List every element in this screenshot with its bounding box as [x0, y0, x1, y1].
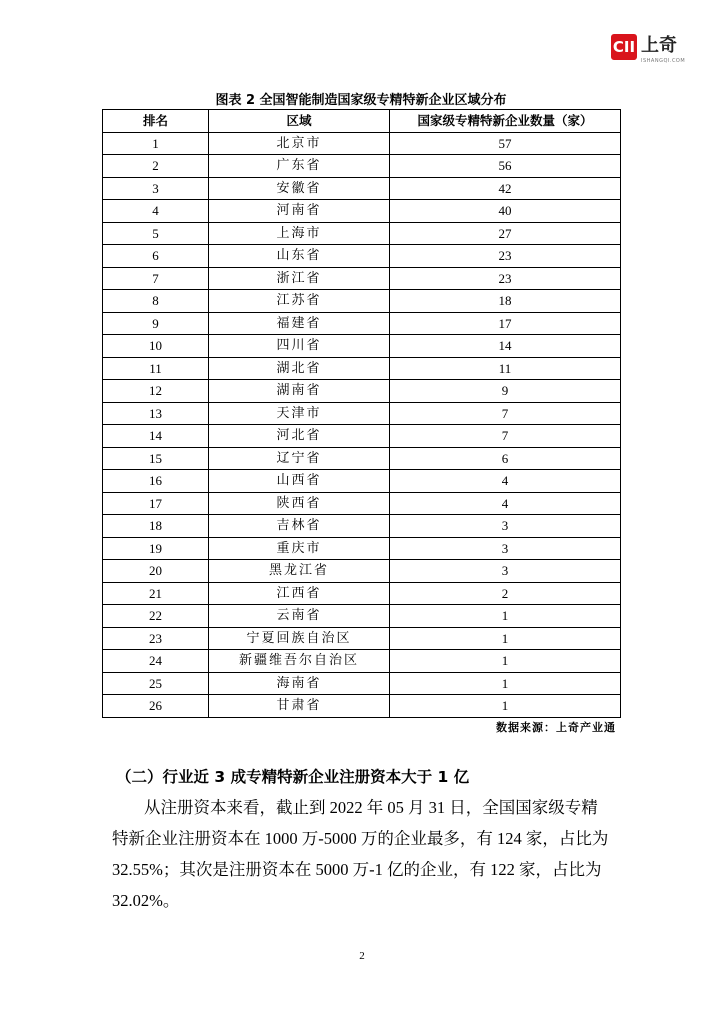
table-row	[103, 515, 621, 538]
table-row	[103, 177, 621, 200]
table-row	[103, 447, 621, 470]
count-cell: 1	[390, 627, 621, 650]
table-row	[103, 627, 621, 650]
rank-cell: 3	[103, 177, 209, 200]
table-row	[103, 132, 621, 155]
count-cell: 2	[390, 582, 621, 605]
region-cell: 河南省	[209, 200, 390, 223]
region-cell: 山西省	[209, 470, 390, 493]
table-row	[103, 155, 621, 178]
count-cell: 42	[390, 177, 621, 200]
table-row	[103, 672, 621, 695]
rank-cell: 10	[103, 335, 209, 358]
table-row	[103, 402, 621, 425]
count-cell: 56	[390, 155, 621, 178]
table-row	[103, 290, 621, 313]
region-cell: 福建省	[209, 312, 390, 335]
region-cell: 辽宁省	[209, 447, 390, 470]
rank-cell: 14	[103, 425, 209, 448]
region-cell: 新疆维吾尔自治区	[209, 650, 390, 673]
rank-cell: 18	[103, 515, 209, 538]
table-row	[103, 425, 621, 448]
count-cell: 7	[390, 425, 621, 448]
rank-cell: 15	[103, 447, 209, 470]
rank-cell: 24	[103, 650, 209, 673]
table-header-row	[103, 110, 621, 133]
rank-cell: 21	[103, 582, 209, 605]
table-row	[103, 335, 621, 358]
table-caption: 图表 2 全国智能制造国家级专精特新企业区域分布	[215, 93, 507, 108]
count-cell: 40	[390, 200, 621, 223]
rank-cell: 9	[103, 312, 209, 335]
region-cell: 天津市	[209, 402, 390, 425]
count-cell: 23	[390, 245, 621, 268]
section-heading: （二）行业近 3 成专精特新企业注册资本大于 1 亿	[116, 768, 470, 786]
rank-cell: 11	[103, 357, 209, 380]
header-count: 国家级专精特新企业数量（家）	[390, 110, 621, 133]
rank-cell: 1	[103, 132, 209, 155]
count-cell: 23	[390, 267, 621, 290]
table-row	[103, 560, 621, 583]
region-cell: 湖北省	[209, 357, 390, 380]
rank-cell: 7	[103, 267, 209, 290]
count-cell: 14	[390, 335, 621, 358]
table-row	[103, 200, 621, 223]
count-cell: 9	[390, 380, 621, 403]
logo-name: 上奇	[641, 35, 677, 56]
region-cell: 陕西省	[209, 492, 390, 515]
region-cell: 安徽省	[209, 177, 390, 200]
count-cell: 4	[390, 470, 621, 493]
count-cell: 7	[390, 402, 621, 425]
company-logo	[611, 34, 691, 68]
rank-cell: 6	[103, 245, 209, 268]
table-row	[103, 267, 621, 290]
region-distribution-table	[102, 109, 621, 718]
rank-cell: 5	[103, 222, 209, 245]
region-cell: 云南省	[209, 605, 390, 628]
region-cell: 黑龙江省	[209, 560, 390, 583]
count-cell: 6	[390, 447, 621, 470]
table-row	[103, 650, 621, 673]
rank-cell: 12	[103, 380, 209, 403]
rank-cell: 19	[103, 537, 209, 560]
rank-cell: 17	[103, 492, 209, 515]
table-row	[103, 537, 621, 560]
table-row	[103, 582, 621, 605]
table-row	[103, 605, 621, 628]
count-cell: 4	[390, 492, 621, 515]
paragraph-line: 从注册资本来看，截止到 2022 年 05 月 31 日，全国国家级专精	[144, 798, 598, 817]
rank-cell: 22	[103, 605, 209, 628]
region-cell: 河北省	[209, 425, 390, 448]
paragraph-line: 特新企业注册资本在 1000 万-5000 万的企业最多，有 124 家，占比为	[112, 829, 609, 848]
header-region: 区域	[209, 110, 390, 133]
count-cell: 1	[390, 650, 621, 673]
count-cell: 27	[390, 222, 621, 245]
table-row	[103, 222, 621, 245]
data-source: 数据来源：上奇产业通	[496, 721, 616, 734]
table-row	[103, 357, 621, 380]
table-row	[103, 492, 621, 515]
rank-cell: 13	[103, 402, 209, 425]
rank-cell: 25	[103, 672, 209, 695]
body-paragraph	[112, 792, 624, 916]
rank-cell: 16	[103, 470, 209, 493]
count-cell: 17	[390, 312, 621, 335]
region-cell: 江西省	[209, 582, 390, 605]
table-row	[103, 312, 621, 335]
region-cell: 重庆市	[209, 537, 390, 560]
rank-cell: 8	[103, 290, 209, 313]
count-cell: 1	[390, 695, 621, 718]
region-cell: 上海市	[209, 222, 390, 245]
logo-subtext: ISHANGQI.COM	[641, 58, 686, 64]
rank-cell: 26	[103, 695, 209, 718]
count-cell: 3	[390, 537, 621, 560]
region-cell: 甘肃省	[209, 695, 390, 718]
count-cell: 1	[390, 605, 621, 628]
count-cell: 3	[390, 560, 621, 583]
rank-cell: 2	[103, 155, 209, 178]
table-row	[103, 245, 621, 268]
region-cell: 海南省	[209, 672, 390, 695]
paragraph-line: 32.55%；其次是注册资本在 5000 万-1 亿的企业，有 122 家，占比为	[112, 860, 602, 879]
rank-cell: 23	[103, 627, 209, 650]
count-cell: 1	[390, 672, 621, 695]
region-cell: 吉林省	[209, 515, 390, 538]
region-cell: 宁夏回族自治区	[209, 627, 390, 650]
region-cell: 北京市	[209, 132, 390, 155]
region-cell: 浙江省	[209, 267, 390, 290]
count-cell: 57	[390, 132, 621, 155]
region-cell: 山东省	[209, 245, 390, 268]
region-cell: 湖南省	[209, 380, 390, 403]
page-number: 2	[359, 950, 365, 962]
count-cell: 11	[390, 357, 621, 380]
count-cell: 18	[390, 290, 621, 313]
table-row	[103, 695, 621, 718]
paragraph-line: 32.02%。	[112, 891, 180, 910]
header-rank: 排名	[103, 110, 209, 133]
table-row	[103, 380, 621, 403]
table-row	[103, 470, 621, 493]
count-cell: 3	[390, 515, 621, 538]
region-cell: 四川省	[209, 335, 390, 358]
region-cell: 江苏省	[209, 290, 390, 313]
region-cell: 广东省	[209, 155, 390, 178]
logo-mark-icon: CII	[611, 34, 637, 60]
rank-cell: 20	[103, 560, 209, 583]
rank-cell: 4	[103, 200, 209, 223]
